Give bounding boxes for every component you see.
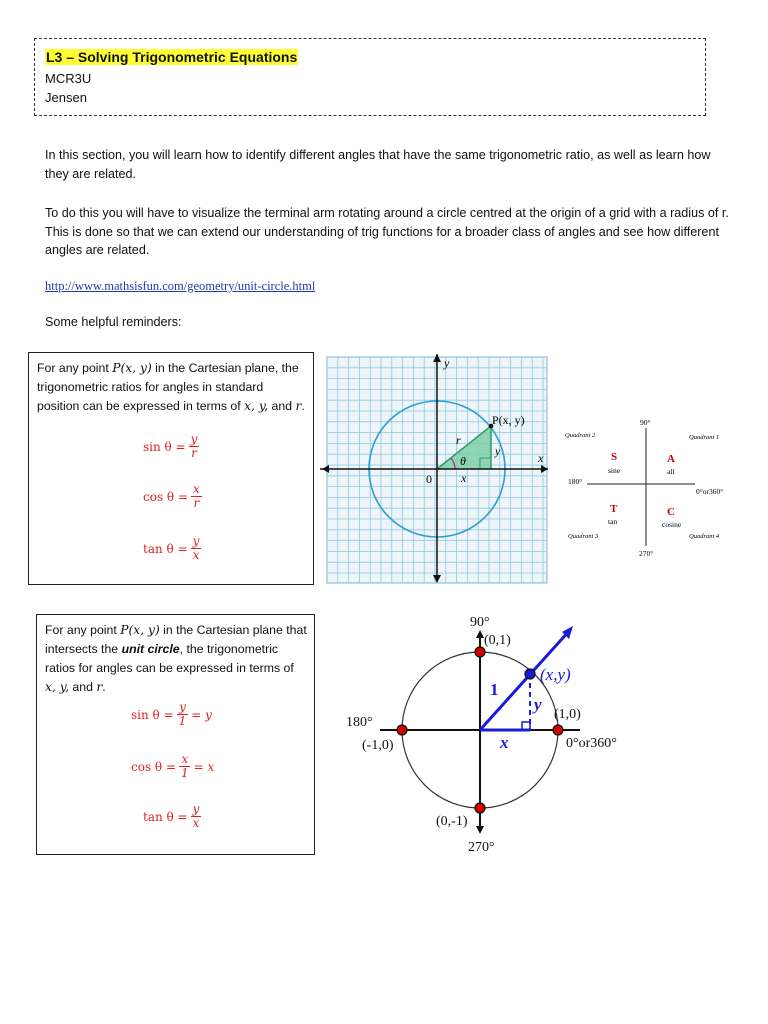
unit-90-label: 90° — [470, 615, 490, 630]
graph-origin-label: 0 — [426, 472, 432, 486]
unit-y-side-label: y — [534, 695, 542, 714]
teacher-name: Jensen — [45, 90, 87, 105]
unit-xy-point-label: (x,y) — [540, 665, 571, 684]
unit-0-360-label: 0°or360° — [566, 736, 617, 751]
cast-sine-word: sine — [608, 466, 621, 475]
unit-tan-formula: tan θ = $\frac{y}{x}$ — [143, 802, 200, 830]
unit-circle-link[interactable]: http://www.mathsisfun.com/geometry/unit-circle.html — [45, 279, 316, 293]
reminders-heading: Some helpful reminders: — [45, 315, 182, 329]
reminder-box-unit-circle — [36, 614, 315, 855]
intro-paragraph-1: In this section, you will learn how to identify different angles that have the same trigonometric ratio, as well as learn how they are related. — [45, 148, 711, 181]
cos-formula: cos θ = $\frac{x}{r}$ — [143, 482, 200, 510]
unit-x-side-label: x — [500, 733, 509, 752]
unit-cos-formula: cos θ = $\frac{x}{1}$ = x — [131, 752, 215, 780]
quadrant-4-label: Quadrant 4 — [689, 533, 720, 540]
graph-x-side-label: x — [461, 471, 467, 485]
quadrant-1-label: Quadrant 1 — [689, 434, 720, 441]
sin-formula: sin θ = $\frac{y}{r}$ — [143, 432, 198, 460]
cast-tan-word: tan — [608, 517, 618, 526]
unit-sin-formula: sin θ = $\frac{y}{1}$ = y — [131, 700, 212, 728]
cast-t-letter: T — [610, 503, 618, 515]
box1-text: For any point P(x, y) in the Cartesian plane, the trigonometric ratios for angles in standard position can be expressed in terms of x, y, and r. — [37, 361, 305, 413]
unit-point-0-neg1: (0,-1) — [436, 814, 468, 829]
intro-paragraph-2: To do this you will have to visualize the terminal arm rotating around a circle centred at the origin of a grid with a radius of r. This is done so that we can extend our understanding of trig functions for a broader class of angles and see how different angles are related. — [45, 206, 729, 257]
cast-a-letter: A — [667, 453, 675, 465]
unit-radius-label: 1 — [490, 680, 499, 699]
course-code: MCR3U — [45, 71, 92, 86]
cast-90-label: 90° — [640, 418, 651, 427]
header-box — [34, 38, 706, 116]
cast-all-word: all — [667, 467, 675, 476]
cast-180-label: 180° — [568, 477, 583, 486]
page-title: L3 – Solving Trigonometric Equations — [46, 49, 298, 65]
graph-theta-label: θ — [460, 454, 466, 468]
unit-circle-diagram — [340, 610, 640, 858]
unit-270-label: 270° — [468, 840, 495, 855]
cast-c-letter: C — [667, 506, 675, 518]
graph-y-side-label: y — [495, 444, 501, 458]
circle-grid-graph — [320, 354, 550, 586]
unit-180-label: 180° — [346, 715, 373, 730]
reminder-box-general — [28, 352, 314, 585]
cast-270-label: 270° — [639, 549, 654, 558]
cast-s-letter: S — [611, 451, 618, 463]
graph-y-label: y — [444, 356, 450, 370]
cast-quadrant-diagram — [560, 416, 742, 562]
graph-point-label: P(x, y) — [492, 413, 525, 427]
unit-point-neg1-0: (-1,0) — [362, 738, 394, 753]
unit-point-0-1: (0,1) — [484, 633, 511, 648]
quadrant-3-label: Quadrant 3 — [568, 533, 599, 540]
quadrant-2-label: Quadrant 2 — [565, 432, 596, 439]
graph-x-label: x — [538, 451, 544, 465]
unit-point-1-0: (1,0) — [554, 707, 581, 722]
cast-0-label: 0°or360° — [696, 487, 724, 496]
box2-text: For any point P(x, y) in the Cartesian plane that intersects the unit circle, the trigonometric ratios for angles can be expressed in terms of x, y, and r. — [45, 623, 307, 694]
tan-formula: tan θ = $\frac{y}{x}$ — [143, 534, 200, 562]
cast-cosine-word: cosine — [662, 520, 682, 529]
graph-r-label: r — [456, 433, 461, 447]
